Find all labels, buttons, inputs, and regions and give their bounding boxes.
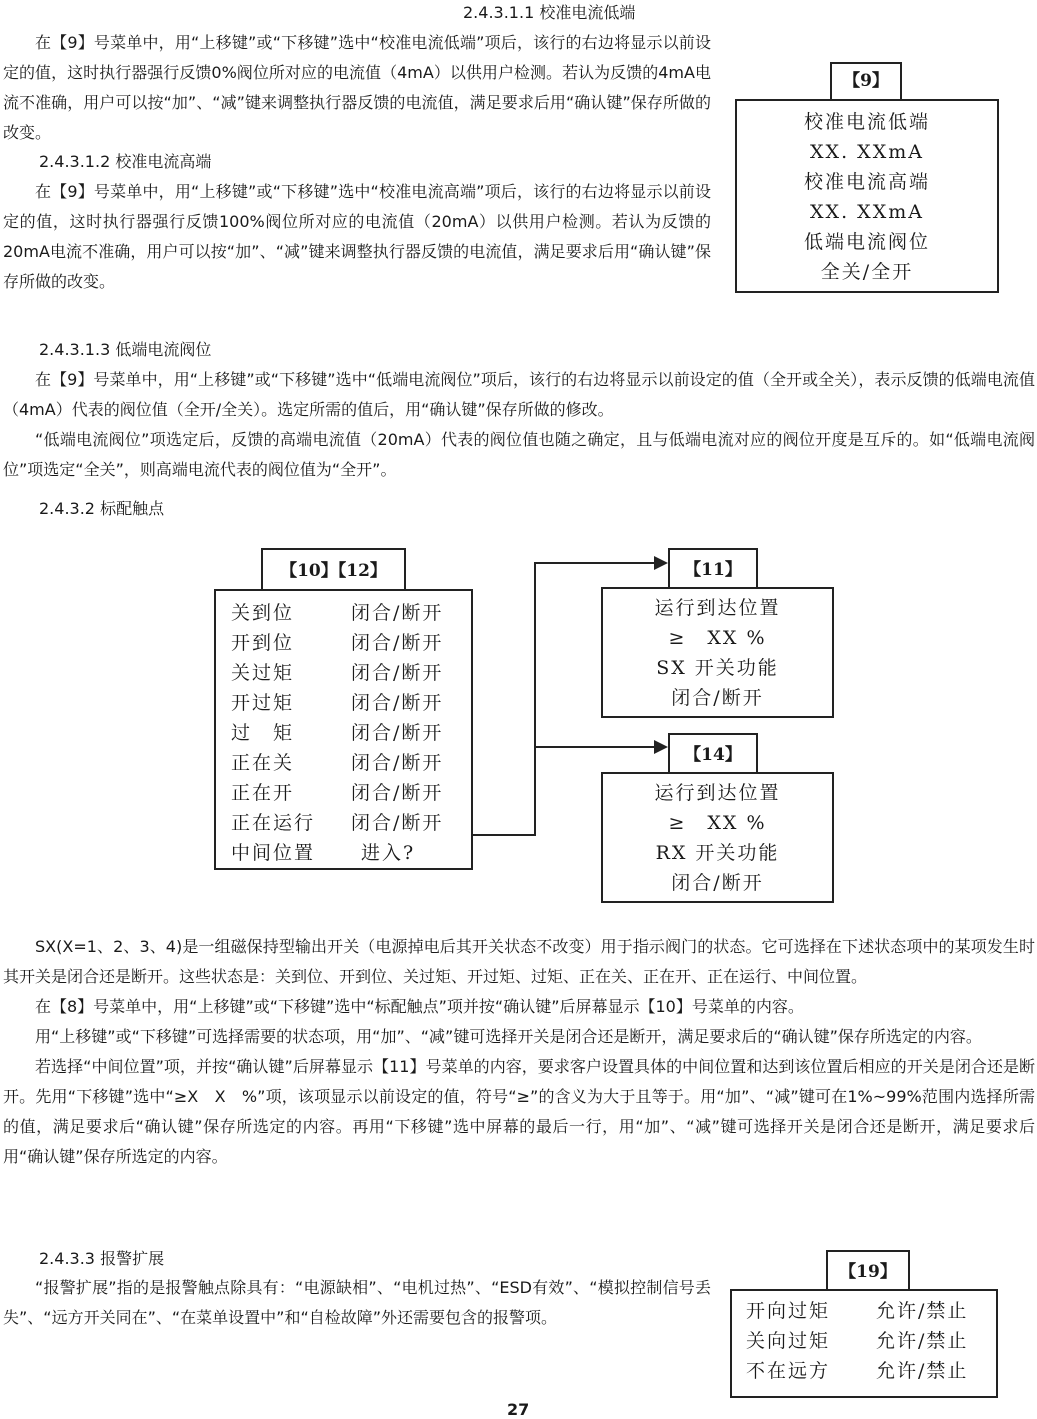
menu10-row-1-label: 关到位 (231, 602, 295, 624)
menu19-box (730, 1289, 998, 1398)
menu10-row-8-value: 闭合/断开 (351, 812, 444, 834)
menu9-line-1: 校准电流低端 (803, 111, 930, 133)
menu10-row-5-label: 过 矩 (231, 722, 295, 744)
menu11-line-2: ≥ XX % (668, 627, 767, 649)
menu9-line-6: 全关/全开 (820, 261, 914, 283)
menu10-row-9-value: 进入? (361, 842, 416, 864)
menu10-row-2-value: 闭合/断开 (351, 632, 444, 654)
menu10-row-3-value: 闭合/断开 (351, 662, 444, 684)
para-calibrate-low-text: 在【9】号菜单中，用“上移键”或“下移键”选中“校准电流低端”项后，该行的右边将显示以前设定的值，这时执行器强行反馈0%阀位所对应的电流值（4mA）以供用户检测。若认为反馈的4mA电流不准确，用户可以按“加”、“减”键来调整执行器反馈的电流值，满足要求后用“确认键”保存所做的改变。 (3, 33, 711, 142)
page-number: 27 (507, 1400, 530, 1419)
heading-alarm-extension: 2.4.3.3 报警扩展 (39, 1249, 165, 1268)
menu10-row-7-label: 正在开 (231, 782, 295, 804)
heading-standard-contacts: 2.4.3.2 标配触点 (39, 499, 165, 518)
menu14-line-1: 运行到达位置 (654, 782, 781, 804)
menu9-line-3: 校准电流高端 (803, 171, 930, 193)
connector-to-menu11 (534, 562, 656, 564)
menu11-line-4: 闭合/断开 (671, 687, 764, 709)
para-low-current-position-2: “低端电流阀位”项选定后，反馈的高端电流值（20mA）代表的阀位值也随之确定，且与低端电流对应的阀位开度是互斥的。如“低端电流阀位”项选定“全关”，则高端电流代表的阀位值为“全开”。 (3, 430, 1035, 479)
para-low-current-position (3, 365, 1035, 485)
para-calibrate-high-text: 在【9】号菜单中，用“上移键”或“下移键”选中“校准电流高端”项后，该行的右边将显示以前设定的值，这时执行器强行反馈100%阀位所对应的电流值（20mA）以供用户检测。若认为反馈的20mA电流不准确，用户可以按“加”、“减”键来调整执行器反馈的电流值，满足要求后用“确认键”保存所做的改变。 (3, 182, 711, 291)
menu19-row-3-value: 允许/禁止 (876, 1360, 969, 1382)
menu11-tab: 【11】 (668, 548, 758, 588)
menu9-box (735, 99, 999, 293)
menu9-tab: 【9】 (830, 62, 902, 100)
menu10-row-6-value: 闭合/断开 (351, 752, 444, 774)
menu10-row-6-label: 正在关 (231, 752, 295, 774)
heading-low-current-position: 2.4.3.1.3 低端电流阀位 (39, 340, 212, 359)
para-alarm-extension (3, 1273, 711, 1333)
menu10-row-4-value: 闭合/断开 (351, 692, 444, 714)
menu14-box (601, 772, 834, 903)
menu19-row-1-value: 允许/禁止 (876, 1300, 969, 1322)
para-standard-contacts (3, 932, 1035, 1172)
menu9-line-5: 低端电流阀位 (803, 231, 930, 253)
arrow-to-menu14-icon (654, 740, 668, 754)
menu10-tab: 【10】【12】 (261, 548, 406, 590)
menu10-row-4-label: 开过矩 (231, 692, 295, 714)
heading-calibrate-low: 2.4.3.1.1 校准电流低端 (463, 3, 636, 22)
para-standard-contacts-4: 若选择“中间位置”项，并按“确认键”后屏幕显示【11】号菜单的内容，要求客户设置具体的中间位置和达到该位置后相应的开关是闭合还是断开。先用“下移键”选中“≥X X %”项，该项显示以前设定的值，符号“≥”的含义为大于且等于。用“加”、“减”键可在1%~99%范围内选择所需的值，满足要求后“确认键”保存所选定的内容。再用“下移键”选中屏幕的最后一行，用“加”、“减”键可选择开关是闭合还是断开，满足要求后用“确认键”保存所选定的内容。 (3, 1057, 1035, 1166)
para-alarm-extension-text: “报警扩展”指的是报警触点除具有：“电源缺相”、“电机过热”、“ESD有效”、“模拟控制信号丢失”、“远方开关同在”、“在菜单设置中”和“自检故障”外还需要包含的报警项。 (3, 1278, 711, 1327)
connector-to-menu14 (534, 746, 656, 748)
menu10-box (214, 589, 473, 870)
menu19-row-2-value: 允许/禁止 (876, 1330, 969, 1352)
connector-vertical (534, 562, 536, 836)
menu10-row-7-value: 闭合/断开 (351, 782, 444, 804)
menu19-row-3-label: 不在远方 (746, 1360, 831, 1382)
menu10-row-2-label: 开到位 (231, 632, 295, 654)
menu14-line-2: ≥ XX % (668, 812, 767, 834)
menu14-tab: 【14】 (668, 733, 758, 773)
menu11-box (601, 587, 834, 718)
heading-calibrate-high: 2.4.3.1.2 校准电流高端 (39, 152, 212, 171)
para-standard-contacts-2: 在【8】号菜单中，用“上移键”或“下移键”选中“标配触点”项并按“确认键”后屏幕显示【10】号菜单的内容。 (35, 997, 804, 1016)
para-calibrate-high (3, 177, 711, 297)
menu10-row-3-label: 关过矩 (231, 662, 295, 684)
connector-horizontal (473, 834, 535, 836)
menu19-row-1-label: 开向过矩 (746, 1300, 831, 1322)
para-low-current-position-1: 在【9】号菜单中，用“上移键”或“下移键”选中“低端电流阀位”项后，该行的右边将显示以前设定的值（全开或全关），表示反馈的低端电流值（4mA）代表的阀位值（全开/全关）。选定所需的值后，用“确认键”保存所做的修改。 (3, 370, 1035, 419)
menu19-tab: 【19】 (826, 1250, 910, 1290)
para-calibrate-low (3, 28, 711, 148)
para-standard-contacts-1: SX(X=1、2、3、4)是一组磁保持型输出开关（电源掉电后其开关状态不改变）用于指示阀门的状态。它可选择在下述状态项中的某项发生时其开关是闭合还是断开。这些状态是：关到位、开到位、关过矩、开过矩、过矩、正在关、正在开、正在运行、中间位置。 (3, 937, 1035, 986)
menu10-row-8-label: 正在运行 (231, 812, 316, 834)
menu11-line-1: 运行到达位置 (654, 597, 781, 619)
menu9-line-2: XX. XXmA (810, 141, 924, 163)
arrow-to-menu11-icon (654, 556, 668, 570)
menu9-line-4: XX. XXmA (810, 201, 924, 223)
menu14-line-3: RX 开关功能 (655, 842, 780, 864)
menu19-row-2-label: 关向过矩 (746, 1330, 831, 1352)
menu11-line-3: SX 开关功能 (656, 657, 779, 679)
menu10-row-5-value: 闭合/断开 (351, 722, 444, 744)
para-standard-contacts-3: 用“上移键”或“下移键”可选择需要的状态项，用“加”、“减”键可选择开关是闭合还是断开，满足要求后的“确认键”保存所选定的内容。 (35, 1027, 982, 1046)
menu14-line-4: 闭合/断开 (671, 872, 764, 894)
menu10-row-9-label: 中间位置 (231, 842, 316, 864)
menu10-row-1-value: 闭合/断开 (351, 602, 444, 624)
